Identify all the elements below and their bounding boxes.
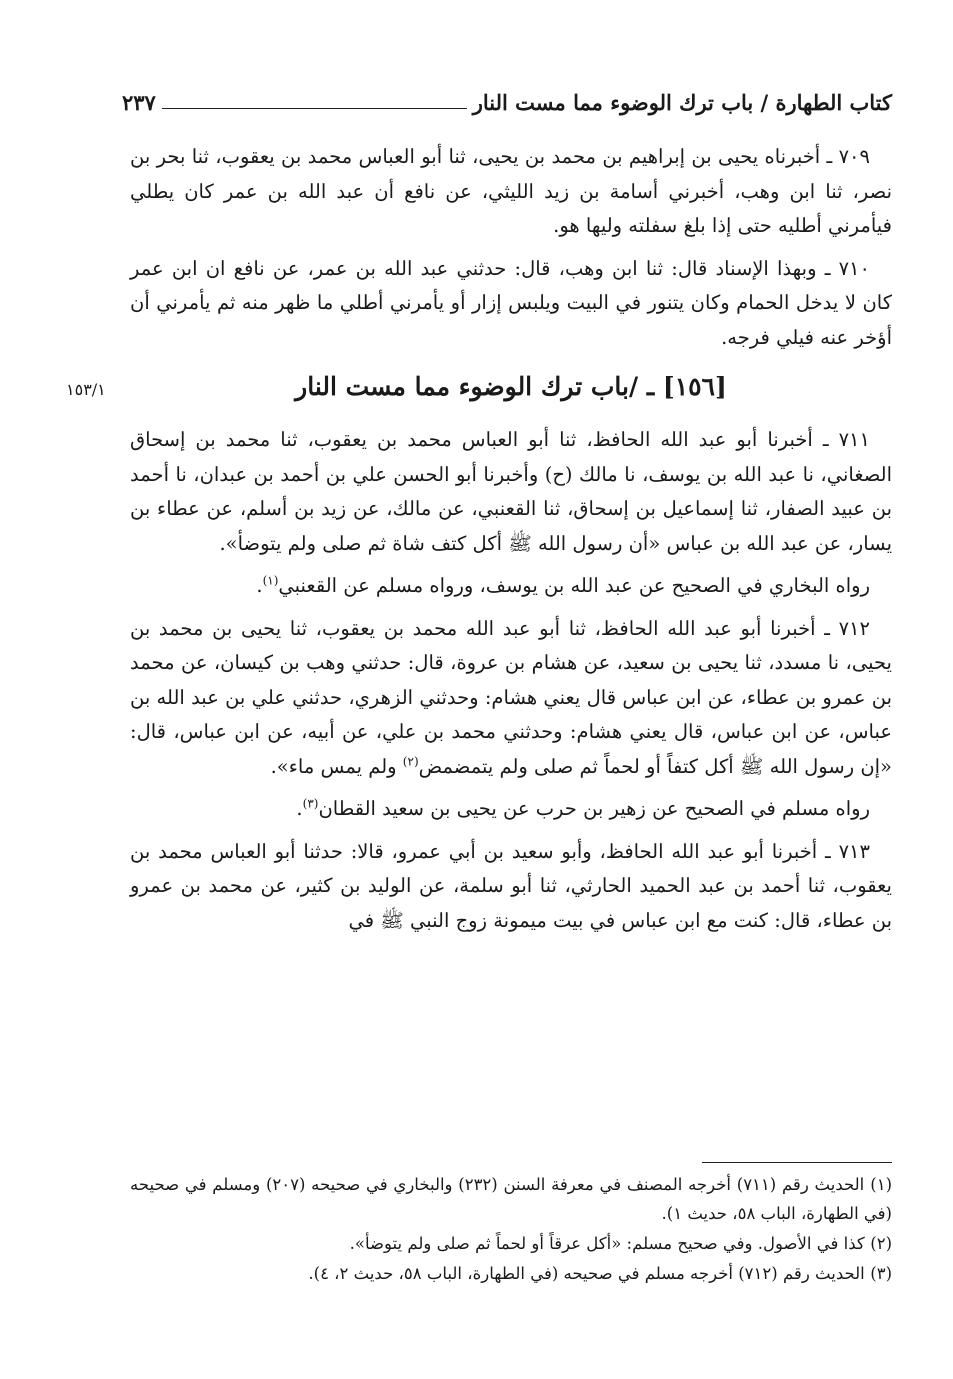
hadith-709: ٧٠٩ ـ أخبرناه يحيى بن إبراهيم بن محمد بن يحيى، ثنا أبو العباس محمد بن يعقوب، ثنا بحر بن نصر، ثنا ابن وهب، أخبرني أسامة بن زيد الليثي، عن نافع أن عبد الله بن عمر كان يطلي فيأمرني أطليه حتى إذا بلغ سفلته وليها هو. xyxy=(130,145,892,237)
riwaya-text: رواه البخاري في الصحيح عن عبد الله بن يوسف، ورواه مسلم عن القعنبي xyxy=(278,574,870,597)
running-head-title: كتاب الطهارة / باب ترك الوضوء مما مست النار xyxy=(472,90,892,115)
footnote-separator xyxy=(702,1162,892,1163)
hadith-711: ٧١١ ـ أخبرنا أبو عبد الله الحافظ، ثنا أبو العباس محمد بن يعقوب، ثنا محمد بن إسحاق الصغاني، نا عبد الله بن يوسف، نا مالك (ح) وأخبرنا أبو الحسن علي بن أحمد بن عبدان، نا أحمد بن عبيد الصفار، ثنا إسماعيل بن إسحاق، ثنا القعنبي، عن مالك، عن زيد بن أسلم، عن عطاء بن يسار، عن عبد الله بن عباس «أن رسول الله ﷺ أكل كتف شاة ثم صلى ولم يتوضأ». xyxy=(130,428,892,555)
footnote-number: (١) xyxy=(870,1175,892,1194)
chapter-heading: [١٥٦] ـ /باب ترك الوضوء مما مست النار xyxy=(295,372,727,401)
footnote-text: كذا في الأصول. وفي صحيح مسلم: «أكل عرقاً أو لحماً ثم صلى ولم يتوضأ». xyxy=(349,1234,865,1253)
running-head xyxy=(122,84,892,118)
hadith-711-riwaya: رواه البخاري في الصحيح عن عبد الله بن يوسف، ورواه مسلم عن القعنبي$^{(١)}$. xyxy=(256,573,870,597)
footnotes xyxy=(130,1170,892,1289)
footnote-ref-2: (٢) xyxy=(402,754,419,768)
footnote-text: الحديث رقم (٧١٢) أخرجه مسلم في صحيحه (في الطهارة، الباب ٥٨، حديث ٢، ٤). xyxy=(308,1264,865,1283)
running-head-rule xyxy=(162,108,467,109)
page-number: ٢٣٧ xyxy=(122,90,156,115)
hadith-712-riwaya: رواه مسلم في الصحيح عن زهير بن حرب عن يحيى بن سعيد القطان$^{(٣)}$. xyxy=(296,796,870,820)
chapter-heading-row xyxy=(66,361,892,419)
footnote-number: (٣) xyxy=(870,1264,892,1283)
hadith-713: ٧١٣ ـ أخبرنا أبو عبد الله الحافظ، وأبو سعيد بن أبي عمرو، قالا: حدثنا أبو العباس محمد بن يعقوب، ثنا أحمد بن عبد الحميد الحارثي، ثنا أبو سلمة، عن الوليد بن كثير، عن محمد بن عمرو بن عطاء، قال: كنت مع ابن عباس في بيت ميمونة زوج النبي ﷺ في xyxy=(130,839,892,932)
hadith-710: ٧١٠ ـ وبهذا الإسناد قال: ثنا ابن وهب، قال: حدثني عبد الله بن عمر، عن نافع ان ابن عمر كان لا يدخل الحمام وكان يتنور في البيت ويلبس إزار أو يأمرني أطلي ما ظهر منه ثم يأمرني أن أؤخر عنه فيلي فرجه. xyxy=(130,256,892,349)
hadith-712-text: ٧١٢ ـ أخبرنا أبو عبد الله الحافظ، ثنا أبو عبد الله محمد بن يعقوب، ثنا يحيى بن محمد بن يحيى، نا مسدد، ثنا يحيى بن سعيد، عن هشام بن عروة، قال: حدثني وهب بن كيسان، عن محمد بن عمرو بن عطاء، عن ابن عباس قال يعني هشام: وحدثني الزهري، حدثني علي بن عبد الله بن عباس، عن ابن عباس، قال يعني هشام: وحدثني محمد بن علي، عن أبيه، عن ابن عباس، قال: «إن رسول الله ﷺ أكل كتفاً أو لحماً ثم صلى ولم يتمضمض xyxy=(130,616,892,778)
footnote-ref-1: (١) xyxy=(262,573,279,588)
footnote-number: (٢) xyxy=(870,1234,892,1253)
footnote-2 xyxy=(130,1229,892,1258)
margin-reference: ١٥٣/١ xyxy=(66,380,106,399)
footnote-1 xyxy=(130,1170,892,1228)
footnote-ref-3: (٣) xyxy=(302,796,319,811)
hadith-712-end: ولم يمس ماء». xyxy=(270,754,403,778)
footnote-text: الحديث رقم (٧١١) أخرجه المصنف في معرفة السنن (٢٣٢) والبخاري في صحيحه (٢٠٧) ومسلم في صحيحه (في الطهارة، الباب ٥٨، حديث ١). xyxy=(130,1175,892,1223)
hadith-712 xyxy=(130,612,892,785)
riwaya-text: رواه مسلم في الصحيح عن زهير بن حرب عن يحيى بن سعيد القطان xyxy=(318,797,870,820)
main-text xyxy=(66,140,892,946)
footnote-3 xyxy=(130,1259,892,1288)
